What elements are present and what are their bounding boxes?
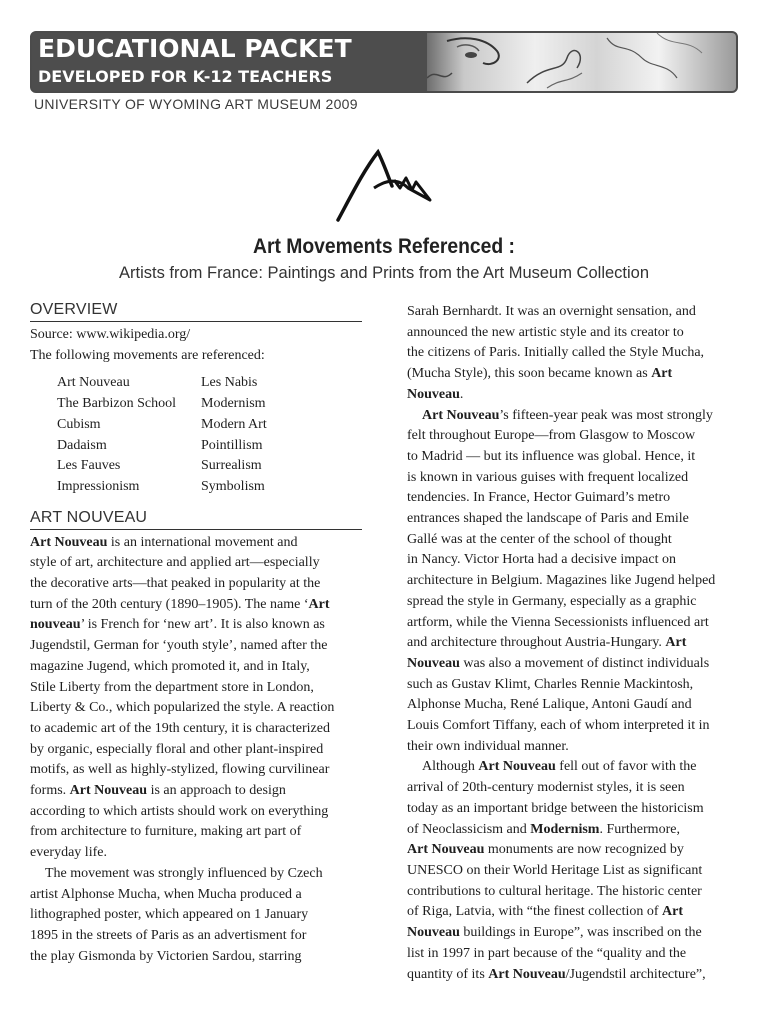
- text-line: [30, 553, 362, 574]
- text-line: [407, 654, 739, 675]
- text-run: Stile Liberty from the department store in London,: [30, 679, 314, 695]
- text-run: list in 1997 in part because of the “quality and the: [407, 945, 687, 961]
- text-run: contributions to cultural heritage. The historic center: [407, 883, 702, 899]
- movement-item: The Barbizon School: [57, 396, 176, 412]
- text-line: [30, 864, 362, 885]
- movement-item: Les Nabis: [201, 375, 258, 391]
- text-run: turn of the 20th century (1890–1905). The name ‘: [30, 596, 309, 612]
- text-line: [407, 468, 739, 489]
- text-line: [30, 615, 362, 636]
- text-line: [407, 343, 739, 364]
- text-line: [30, 781, 362, 802]
- text-line: [30, 926, 362, 947]
- text-run: buildings in Europe”, was inscribed on the: [459, 925, 702, 941]
- bold-term: Art Nouveau: [30, 534, 108, 550]
- text-run: Gallé was at the center of the school of thought: [407, 531, 672, 547]
- text-line: [30, 760, 362, 781]
- page-subtitle: Artists from France: Paintings and Prints from the Art Museum Collection: [118, 264, 650, 282]
- text-line: [30, 885, 362, 906]
- bold-term: Art Nouveau: [69, 783, 148, 799]
- text-run: lithographed poster, which appeared on 1 January: [30, 907, 309, 923]
- text-run: forms.: [30, 783, 70, 799]
- bold-term: Modernism: [530, 821, 600, 837]
- overview-intro: The following movements are referenced:: [30, 347, 265, 363]
- text-line: [30, 719, 362, 740]
- text-run: according to which artists should work on everything: [30, 803, 329, 819]
- text-line: [407, 799, 739, 820]
- header-banner: [30, 31, 738, 93]
- bold-term: Art: [665, 635, 687, 651]
- text-run: from architecture to furniture, making art part of: [30, 824, 302, 840]
- banner-subtitle: DEVELOPED FOR K-12 TEACHERS: [38, 67, 333, 86]
- text-run: was also a movement of distinct individuals: [459, 655, 710, 671]
- text-run: is an approach to design: [147, 783, 286, 799]
- text-line: [407, 385, 739, 406]
- text-run: of Riga, Latvia, with “the finest collection of: [407, 904, 663, 920]
- bold-term: Nouveau: [407, 655, 460, 671]
- bold-term: Art Nouveau: [488, 966, 566, 982]
- bold-term: Art Nouveau: [407, 842, 485, 858]
- text-run: (Mucha Style), this soon became known as: [407, 366, 652, 382]
- text-run: magazine Jugend, which promoted it, and in Italy,: [30, 658, 310, 674]
- text-line: [407, 633, 739, 654]
- text-run: by organic, especially floral and other plant-inspired: [30, 741, 324, 757]
- art-nouveau-body-left: [30, 533, 362, 968]
- text-line: [407, 675, 739, 696]
- text-line: [30, 822, 362, 843]
- text-run: architecture in Belgium. Magazines like Jugend helped: [407, 573, 716, 589]
- bold-term: Art: [662, 904, 684, 920]
- text-line: [30, 843, 362, 864]
- museum-logo-icon: [334, 148, 434, 223]
- text-run: tendencies. In France, Hector Guimard’s metro: [407, 490, 671, 506]
- text-line: [407, 613, 739, 634]
- art-nouveau-body-right: [407, 302, 739, 985]
- text-line: [407, 778, 739, 799]
- text-line: [407, 426, 739, 447]
- bold-term: Art Nouveau: [422, 407, 500, 423]
- movement-item: Modern Art: [201, 416, 267, 432]
- text-run: of Neoclassicism and: [407, 821, 531, 837]
- art-nouveau-illustration-icon: [427, 33, 738, 91]
- left-column: [30, 300, 362, 967]
- text-run: Jugendstil, German for ‘youth style’, named after the: [30, 638, 328, 654]
- movements-list: [30, 373, 362, 497]
- text-line: [30, 740, 362, 761]
- text-line: [30, 905, 362, 926]
- text-run: entrances shaped the landscape of Paris and Emile: [407, 511, 689, 527]
- text-run: the decorative arts—that peaked in popularity at the: [30, 576, 321, 592]
- movement-item: Pointillism: [201, 437, 263, 453]
- bold-term: Art: [651, 366, 673, 382]
- text-run: and architecture throughout Austria-Hungary.: [407, 635, 666, 651]
- text-line: [407, 923, 739, 944]
- text-line: [407, 302, 739, 323]
- text-run: the citizens of Paris. Initially called the Style Mucha,: [407, 345, 705, 361]
- text-line: [30, 657, 362, 678]
- text-line: [30, 533, 362, 554]
- text-run: . Furthermore,: [599, 821, 680, 837]
- text-run: monuments are now recognized by: [484, 842, 684, 858]
- text-run: 1895 in the streets of Paris as an advertisment for: [30, 927, 307, 943]
- text-line: [407, 820, 739, 841]
- page-title: Art Movements Referenced :: [253, 235, 515, 258]
- text-line: [407, 737, 739, 758]
- text-line: [407, 861, 739, 882]
- text-run: artist Alphonse Mucha, when Mucha produced a: [30, 886, 302, 902]
- text-line: [407, 530, 739, 551]
- text-run: motifs, as well as highly-stylized, flowing curvilinear: [30, 762, 330, 778]
- text-run: spread the style in Germany, especially as a graphic: [407, 593, 697, 609]
- text-run: fell out of favor with the: [555, 759, 697, 775]
- banner-text-block: [32, 33, 427, 91]
- text-run: Louis Comfort Tiffany, each of whom interpreted it in: [407, 718, 710, 734]
- art-nouveau-heading: ART NOUVEAU: [30, 508, 362, 530]
- text-line: [407, 550, 739, 571]
- text-line: [407, 406, 739, 427]
- text-line: [407, 323, 739, 344]
- text-line: [407, 840, 739, 861]
- text-run: artform, while the Vienna Secessionists influenced art: [407, 614, 709, 630]
- overview-source: Source: www.wikipedia.org/: [30, 327, 191, 342]
- text-run: today as an important bridge between the historicism: [407, 800, 704, 816]
- text-run: arrival of 20th-century modernist styles, it is seen: [407, 780, 685, 796]
- bold-term: nouveau: [30, 617, 81, 633]
- text-line: [30, 678, 362, 699]
- text-run: such as Gustav Klimt, Charles Rennie Mackintosh,: [407, 676, 694, 692]
- institution-name: UNIVERSITY OF WYOMING ART MUSEUM 2009: [34, 96, 358, 112]
- text-line: [407, 882, 739, 903]
- text-line: [407, 488, 739, 509]
- text-run: in Nancy. Victor Horta had a decisive impact on: [407, 552, 676, 568]
- text-run: everyday life.: [30, 845, 107, 861]
- text-line: [407, 592, 739, 613]
- text-run: is known in various guises with frequent localized: [407, 469, 689, 485]
- text-run: their own individual manner.: [407, 738, 569, 754]
- text-run: Sarah Bernhardt. It was an overnight sensation, and: [407, 304, 696, 319]
- bold-term: Art Nouveau: [478, 759, 556, 775]
- text-line: [30, 595, 362, 616]
- text-run: announced the new artistic style and its creator to: [407, 324, 684, 340]
- text-run: is an international movement and: [107, 534, 298, 550]
- text-line: [30, 698, 362, 719]
- banner-title: EDUCATIONAL PACKET: [38, 34, 352, 63]
- text-line: [407, 364, 739, 385]
- bold-term: Nouveau: [407, 386, 460, 402]
- movement-item: Symbolism: [201, 478, 265, 494]
- text-line: [30, 574, 362, 595]
- text-run: The movement was strongly influenced by Czech: [45, 865, 323, 881]
- text-line: [407, 695, 739, 716]
- text-line: [407, 447, 739, 468]
- overview-heading: OVERVIEW: [30, 300, 362, 322]
- text-run: UNESCO on their World Heritage List as significant: [407, 862, 703, 878]
- text-line: [407, 965, 739, 986]
- banner-illustration: [427, 33, 736, 91]
- text-line: [407, 902, 739, 923]
- movement-item: Surrealism: [201, 458, 262, 474]
- movement-item: Modernism: [201, 396, 266, 412]
- right-column: [407, 302, 739, 985]
- text-line: [407, 509, 739, 530]
- text-line: [30, 636, 362, 657]
- bold-term: Art: [308, 596, 330, 612]
- text-line: [407, 944, 739, 965]
- text-run: Alphonse Mucha, René Lalique, Antoni Gaudí and: [407, 697, 692, 713]
- text-line: [30, 802, 362, 823]
- text-run: ’s fifteen-year peak was most strongly: [499, 407, 713, 423]
- text-run: .: [459, 386, 464, 402]
- text-run: /Jugendstil architecture”,: [565, 966, 706, 982]
- text-run: Liberty & Co., which popularized the style. A reaction: [30, 700, 335, 716]
- text-run: ’ is French for ‘new art’. It is also known as: [80, 617, 325, 633]
- text-run: style of art, architecture and applied art—especially: [30, 555, 320, 571]
- movement-item: Cubism: [57, 416, 101, 432]
- text-run: the play Gismonda by Victorien Sardou, starring: [30, 948, 302, 964]
- text-run: quantity of its: [407, 966, 489, 982]
- movement-item: Art Nouveau: [57, 375, 130, 391]
- movement-item: Dadaism: [57, 437, 107, 453]
- text-run: to Madrid — but its influence was global. Hence, it: [407, 448, 696, 464]
- bold-term: Nouveau: [407, 925, 460, 941]
- text-line: [407, 716, 739, 737]
- text-run: Although: [422, 759, 479, 775]
- text-line: [407, 757, 739, 778]
- text-line: [407, 571, 739, 592]
- text-line: [30, 947, 362, 968]
- movement-item: Impressionism: [57, 478, 140, 494]
- text-run: felt throughout Europe—from Glasgow to Moscow: [407, 428, 696, 444]
- text-run: to academic art of the 19th century, it is characterized: [30, 720, 330, 736]
- movement-item: Les Fauves: [57, 458, 121, 474]
